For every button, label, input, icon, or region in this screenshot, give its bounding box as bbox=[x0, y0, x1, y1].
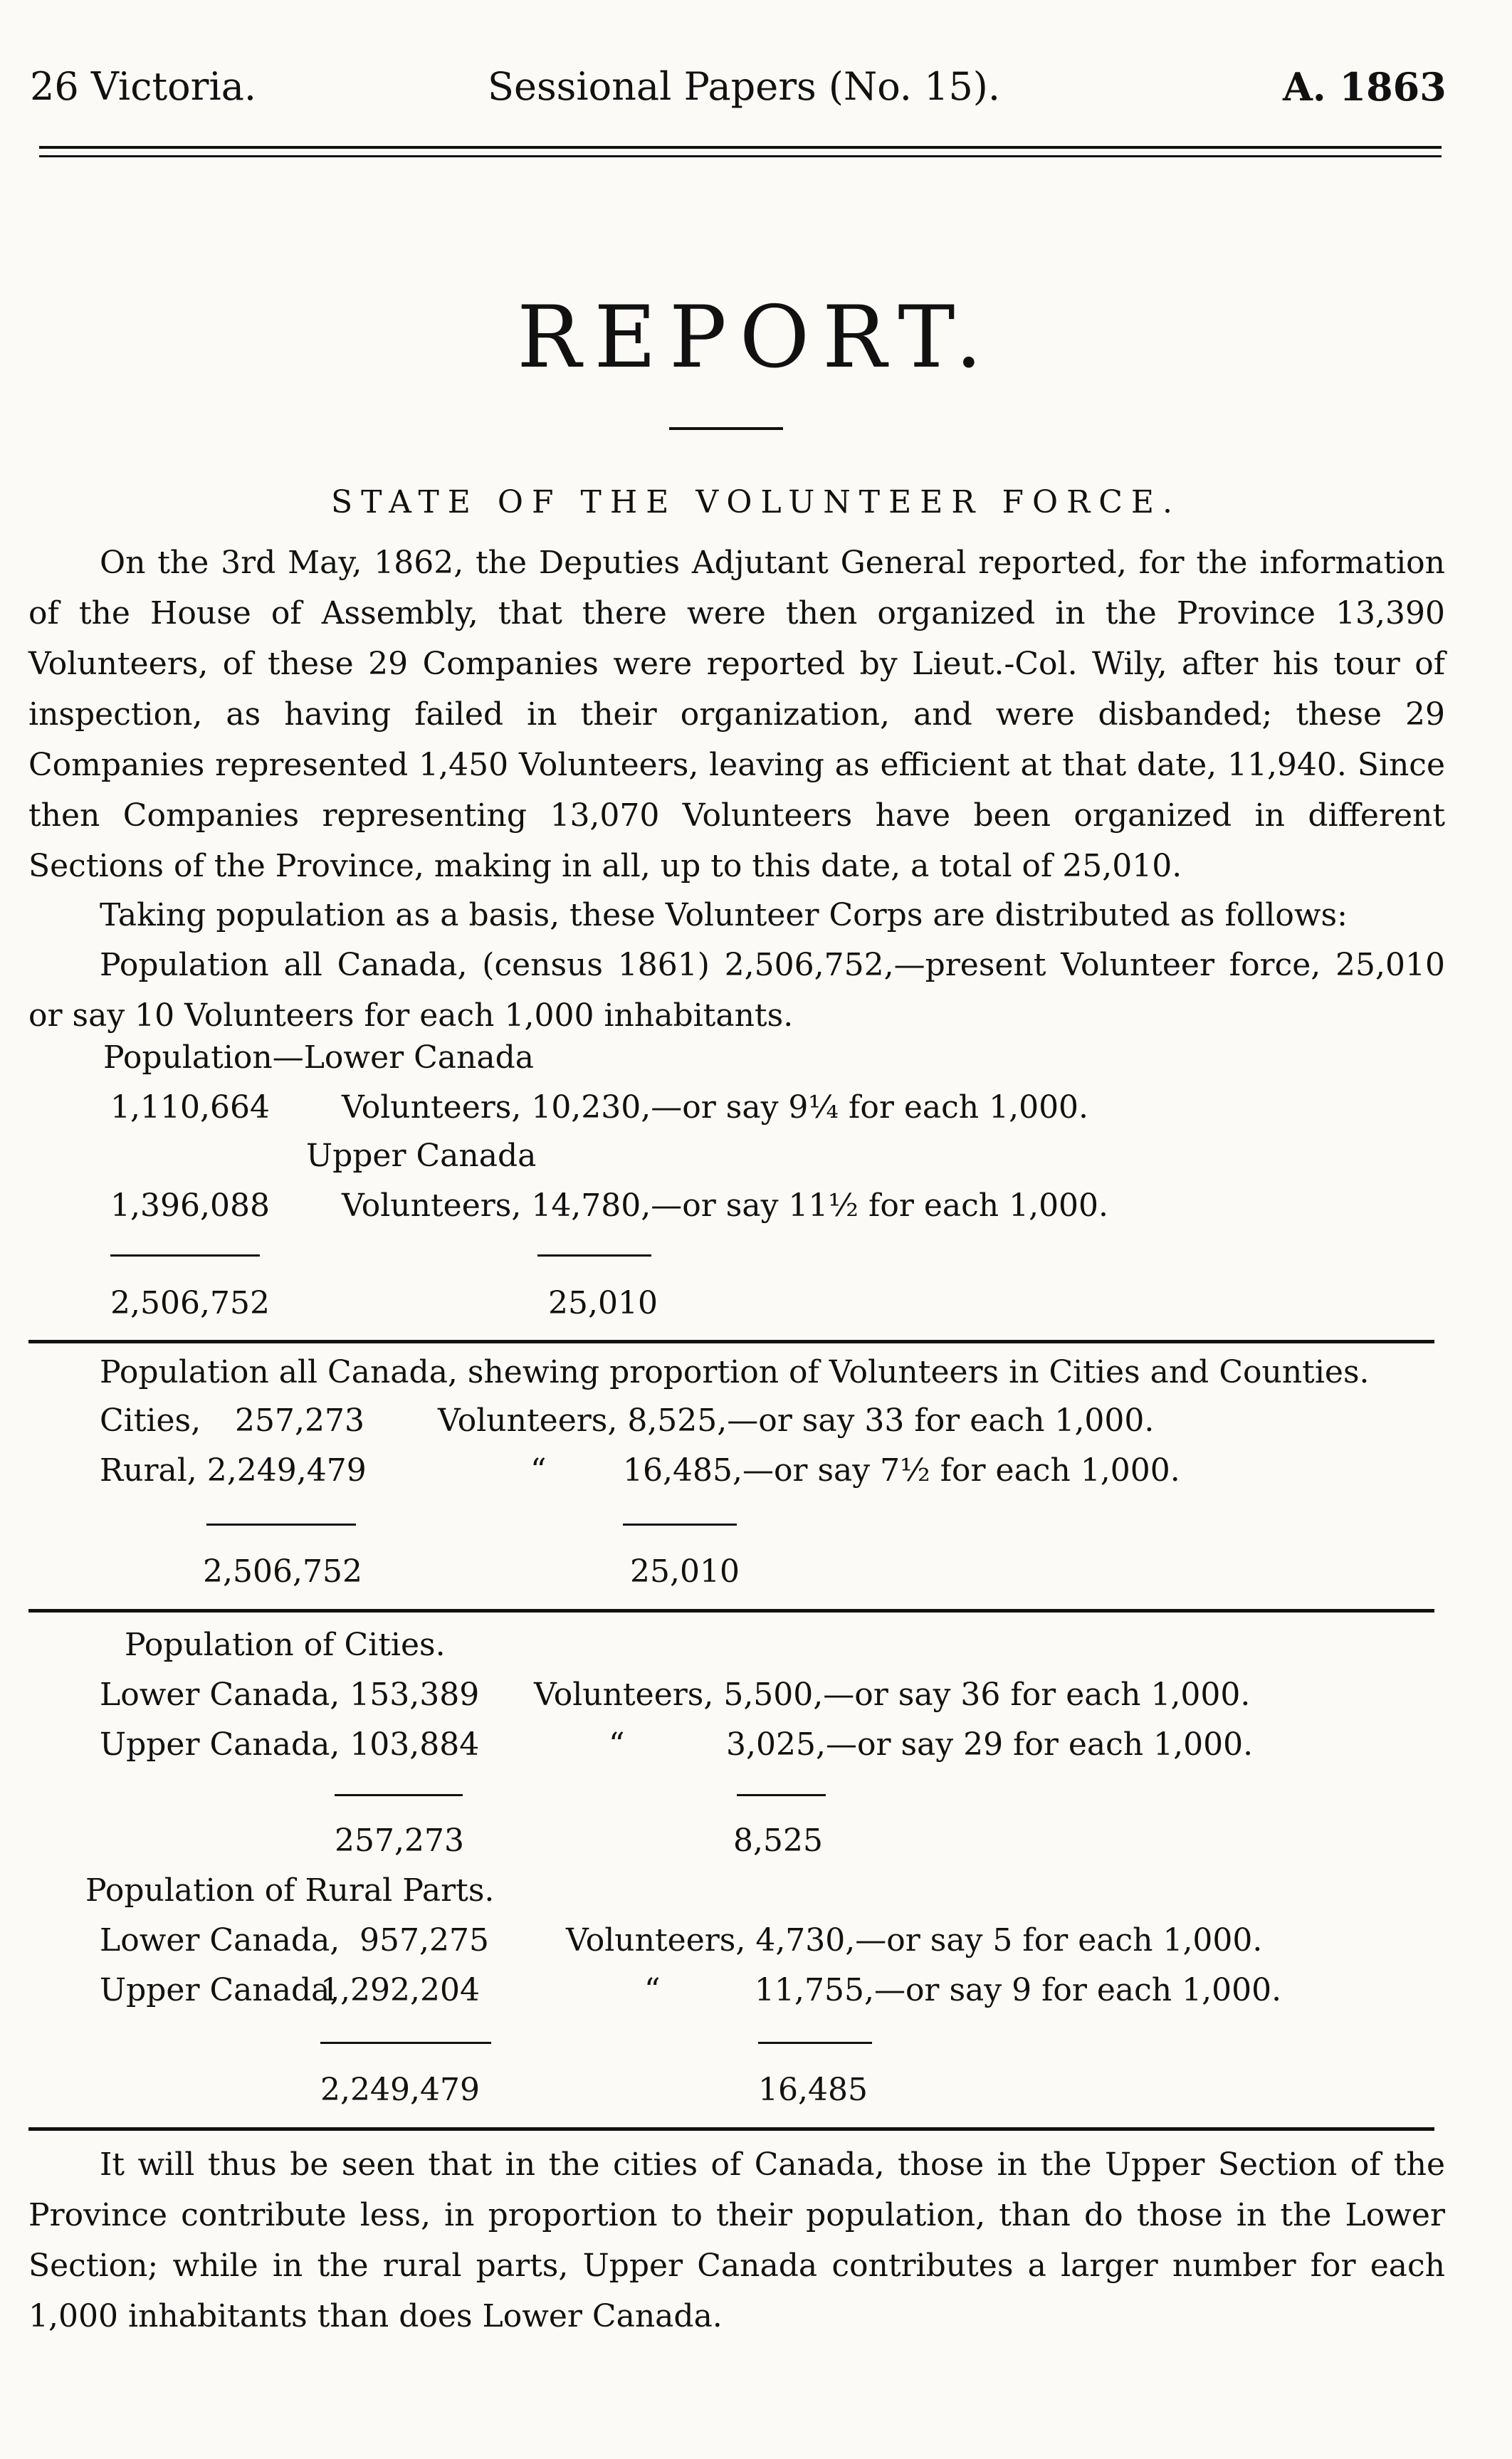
s3-pop-sum-rule bbox=[335, 1794, 463, 1796]
s3-total-vol: 8,525 bbox=[733, 1823, 823, 1859]
s2-vol-sum-rule bbox=[623, 1524, 737, 1526]
s4-heading: Population of Rural Parts. bbox=[85, 1872, 495, 1909]
s3-upper: Upper Canada, 103,884 bbox=[100, 1726, 480, 1763]
s1-pop-sum-rule bbox=[110, 1254, 260, 1257]
s1-total-pop: 2,506,752 bbox=[110, 1285, 270, 1321]
s1-vol-sum-rule bbox=[537, 1254, 651, 1257]
s1-lower-pop: 1,110,664 bbox=[110, 1089, 270, 1126]
paragraph-population bbox=[28, 940, 1445, 1041]
header-left: 26 Victoria. bbox=[30, 64, 257, 109]
s1-lower-text: Volunteers, 10,230,—or say 9¼ for each 1,000. bbox=[342, 1089, 1089, 1126]
header-rule-bottom bbox=[39, 155, 1442, 157]
s4-upper-pop: 1,292,204 bbox=[320, 1972, 480, 2008]
s4-lower-text: Volunteers, 4,730,—or say 5 for each 1,000. bbox=[566, 1922, 1263, 1959]
title-rule bbox=[669, 427, 783, 430]
s4-upper-label: Upper Canada, bbox=[100, 1972, 340, 2008]
header-rule-top bbox=[39, 146, 1442, 149]
s4-lower-label: Lower Canada, bbox=[100, 1922, 340, 1959]
s3-lower-text: Volunteers, 5,500,—or say 36 for each 1,000. bbox=[534, 1677, 1251, 1713]
s3-total-pop: 257,273 bbox=[335, 1823, 464, 1859]
s2-heading: Population all Canada, shewing proportion of Volunteers in Cities and Counties. bbox=[100, 1354, 1370, 1390]
s3-lower: Lower Canada, 153,389 bbox=[100, 1677, 480, 1713]
s2-divider bbox=[28, 1609, 1434, 1613]
s4-upper-text: 11,755,—or say 9 for each 1,000. bbox=[755, 1972, 1282, 2008]
s4-divider bbox=[28, 2127, 1434, 2131]
s1-total-vol: 25,010 bbox=[548, 1285, 658, 1321]
paragraph-population-text: Population all Canada, (census 1861) 2,506,752,—present Volunteer force, 25,010 or say 10 Volunteers for each 1,000 inhabitants. bbox=[28, 947, 1445, 1034]
s3-upper-ditto: “ bbox=[609, 1726, 625, 1763]
paragraph-closing-text: It will thus be seen that in the cities of Canada, those in the Upper Section of the Province contribute less, in proportion to their population, than do those in the Lower Section; while in the rural parts, Upper Canada contributes a larger number for each 1,000 inhabitants than does Lower Canada. bbox=[28, 2146, 1445, 2334]
s3-heading: Population of Cities. bbox=[125, 1627, 446, 1663]
s2-cities-pop: 257,273 bbox=[235, 1402, 364, 1439]
s2-total-pop: 2,506,752 bbox=[203, 1553, 362, 1590]
s2-rural-label: Rural, 2,249,479 bbox=[100, 1452, 367, 1489]
s4-vol-sum-rule bbox=[758, 2042, 872, 2044]
s2-cities-text: Volunteers, 8,525,—or say 33 for each 1,000. bbox=[438, 1402, 1155, 1439]
s4-pop-sum-rule bbox=[320, 2042, 491, 2044]
paragraph-intro-text: On the 3rd May, 1862, the Deputies Adjutant General reported, for the information of the House of Assembly, that there were then organized in the Province 13,390 Volunteers, of these 29 Companies were reported by Lieut.-Col. Wily, after his tour of inspection, as having failed in their organization, and were disbanded; these 29 Companies represented 1,450 Volunteers, leaving as efficient at that date, 11,940. Since then Companies representing 13,070 Volunteers have been organized in different Sections of the Province, making in all, up to this date, a total of 25,010. bbox=[28, 545, 1445, 884]
s4-total-pop: 2,249,479 bbox=[320, 2072, 480, 2108]
s1-upper-text: Volunteers, 14,780,—or say 11½ for each 1,000. bbox=[342, 1187, 1109, 1224]
s1-heading-upper: Upper Canada bbox=[306, 1138, 537, 1174]
header-center: Sessional Papers (No. 15). bbox=[488, 64, 1001, 109]
section-subtitle: STATE OF THE VOLUNTEER FORCE. bbox=[331, 484, 1181, 520]
paragraph-closing bbox=[28, 2139, 1445, 2342]
s3-vol-sum-rule bbox=[737, 1794, 826, 1796]
s2-pop-sum-rule bbox=[206, 1524, 356, 1526]
s1-upper-pop: 1,396,088 bbox=[110, 1187, 270, 1224]
s1-divider bbox=[28, 1340, 1434, 1343]
s4-upper-ditto: “ bbox=[644, 1972, 661, 2008]
s1-heading-lower: Population—Lower Canada bbox=[103, 1039, 534, 1076]
s2-cities-label: Cities, bbox=[100, 1402, 201, 1439]
s2-total-vol: 25,010 bbox=[630, 1553, 740, 1590]
s4-total-vol: 16,485 bbox=[758, 2072, 868, 2108]
header-right: A. 1863 bbox=[1283, 64, 1447, 110]
s4-lower-pop: 957,275 bbox=[359, 1922, 489, 1959]
paragraph-basis bbox=[28, 890, 1445, 940]
s3-upper-text: 3,025,—or say 29 for each 1,000. bbox=[726, 1726, 1254, 1763]
page-title: REPORT. bbox=[517, 288, 995, 387]
paragraph-basis-text: Taking population as a basis, these Volunteer Corps are distributed as follows: bbox=[100, 897, 1348, 933]
s2-rural-text: 16,485,—or say 7½ for each 1,000. bbox=[623, 1452, 1180, 1489]
s2-rural-ditto: “ bbox=[530, 1452, 547, 1489]
paragraph-intro bbox=[28, 538, 1445, 891]
